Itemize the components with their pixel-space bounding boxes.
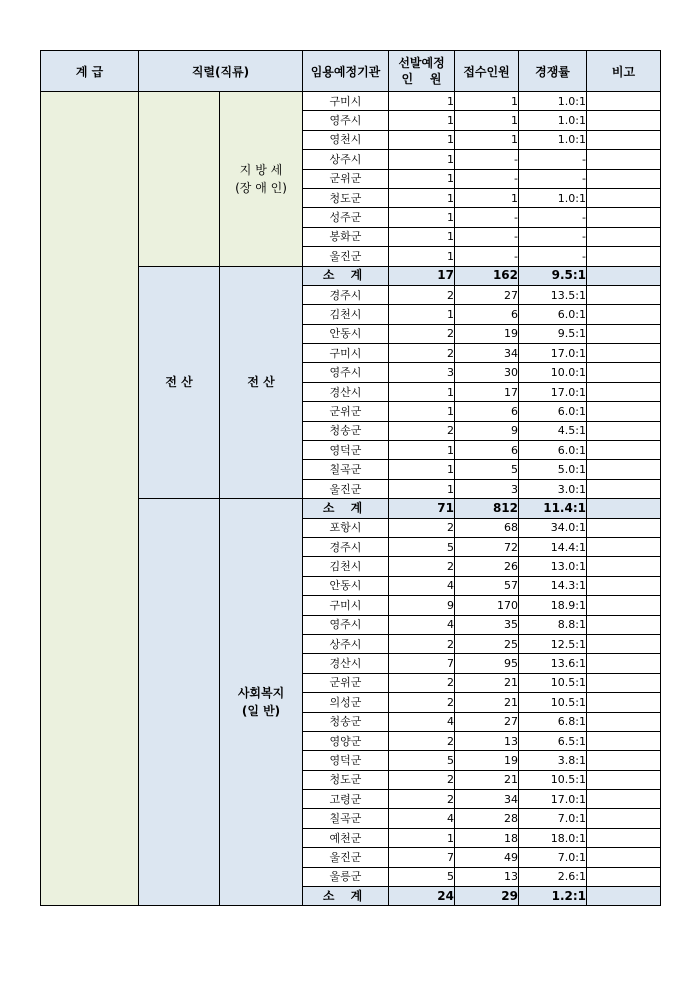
agency-cell: 소 계: [303, 499, 389, 518]
note-cell: [587, 693, 661, 712]
ratio-cell: -: [519, 169, 587, 188]
note-cell: [587, 227, 661, 246]
planned-cell: 2: [389, 344, 455, 363]
planned-cell: 1: [389, 111, 455, 130]
note-cell: [587, 770, 661, 789]
ratio-cell: 4.5:1: [519, 421, 587, 440]
ratio-cell: 13.6:1: [519, 654, 587, 673]
ratio-cell: 34.0:1: [519, 518, 587, 537]
note-cell: [587, 887, 661, 906]
agency-cell: 영양군: [303, 731, 389, 750]
note-cell: [587, 731, 661, 750]
note-cell: [587, 673, 661, 692]
ratio-cell: 14.4:1: [519, 537, 587, 556]
planned-cell: 5: [389, 867, 455, 886]
ratio-cell: 10.0:1: [519, 363, 587, 382]
applicants-cell: 170: [455, 596, 519, 615]
applicants-cell: 28: [455, 809, 519, 828]
note-cell: [587, 285, 661, 304]
applicants-cell: 18: [455, 828, 519, 847]
planned-cell: 2: [389, 673, 455, 692]
note-cell: [587, 809, 661, 828]
header-row: [41, 51, 661, 92]
class-cell-welfare: 사회복지 (일 반): [220, 499, 303, 906]
note-cell: [587, 344, 661, 363]
agency-cell: 영주시: [303, 111, 389, 130]
planned-cell: 2: [389, 285, 455, 304]
planned-cell: 4: [389, 712, 455, 731]
applicants-cell: 19: [455, 324, 519, 343]
agency-cell: 군위군: [303, 402, 389, 421]
planned-cell: 2: [389, 634, 455, 653]
agency-cell: 구미시: [303, 344, 389, 363]
note-cell: [587, 828, 661, 847]
agency-cell: 김천시: [303, 305, 389, 324]
note-cell: [587, 92, 661, 111]
note-cell: [587, 169, 661, 188]
agency-cell: 칠곡군: [303, 460, 389, 479]
agency-cell: 성주군: [303, 208, 389, 227]
note-cell: [587, 247, 661, 266]
header-note: 비고: [587, 51, 661, 92]
header-grade: 계 급: [41, 51, 139, 92]
ratio-cell: 12.5:1: [519, 634, 587, 653]
note-cell: [587, 402, 661, 421]
agency-cell: 영덕군: [303, 441, 389, 460]
applicants-cell: 21: [455, 693, 519, 712]
note-cell: [587, 848, 661, 867]
agency-cell: 경산시: [303, 382, 389, 401]
note-cell: [587, 712, 661, 731]
agency-cell: 김천시: [303, 557, 389, 576]
applicants-cell: 95: [455, 654, 519, 673]
ratio-cell: 6.8:1: [519, 712, 587, 731]
note-cell: [587, 150, 661, 169]
agency-cell: 영덕군: [303, 751, 389, 770]
applicants-cell: 19: [455, 751, 519, 770]
applicants-cell: 34: [455, 344, 519, 363]
applicants-cell: 35: [455, 615, 519, 634]
ratio-cell: 3.0:1: [519, 479, 587, 498]
note-cell: [587, 615, 661, 634]
header-planned-line2: 인 원: [401, 72, 442, 86]
note-cell: [587, 111, 661, 130]
applicants-cell: 34: [455, 790, 519, 809]
applicants-cell: 6: [455, 441, 519, 460]
ratio-cell: 7.0:1: [519, 809, 587, 828]
header-applicants: 접수인원: [455, 51, 519, 92]
agency-cell: 영천시: [303, 130, 389, 149]
applicants-cell: 21: [455, 673, 519, 692]
ratio-cell: 5.0:1: [519, 460, 587, 479]
agency-cell: 고령군: [303, 790, 389, 809]
series-cell-welfare: [139, 499, 220, 906]
applicants-cell: 13: [455, 731, 519, 750]
ratio-cell: -: [519, 208, 587, 227]
agency-cell: 안동시: [303, 324, 389, 343]
note-cell: [587, 654, 661, 673]
agency-cell: 울릉군: [303, 867, 389, 886]
ratio-cell: 6.0:1: [519, 441, 587, 460]
ratio-cell: 3.8:1: [519, 751, 587, 770]
ratio-cell: 17.0:1: [519, 344, 587, 363]
ratio-cell: 1.2:1: [519, 887, 587, 906]
applicants-cell: 1: [455, 130, 519, 149]
series-cell: [139, 92, 220, 267]
note-cell: [587, 460, 661, 479]
note-cell: [587, 557, 661, 576]
agency-cell: 영주시: [303, 615, 389, 634]
applicants-cell: 1: [455, 188, 519, 207]
ratio-cell: 10.5:1: [519, 770, 587, 789]
agency-cell: 봉화군: [303, 227, 389, 246]
ratio-cell: 17.0:1: [519, 790, 587, 809]
agency-cell: 포항시: [303, 518, 389, 537]
planned-cell: 2: [389, 518, 455, 537]
planned-cell: 5: [389, 751, 455, 770]
planned-cell: 17: [389, 266, 455, 285]
planned-cell: 1: [389, 828, 455, 847]
planned-cell: 2: [389, 557, 455, 576]
ratio-cell: 2.6:1: [519, 867, 587, 886]
note-cell: [587, 634, 661, 653]
planned-cell: 5: [389, 537, 455, 556]
ratio-cell: 1.0:1: [519, 188, 587, 207]
class-cell-local-tax: 지 방 세 (장 애 인): [220, 92, 303, 267]
agency-cell: 울진군: [303, 479, 389, 498]
note-cell: [587, 499, 661, 518]
applicants-cell: 49: [455, 848, 519, 867]
agency-cell: 상주시: [303, 634, 389, 653]
planned-cell: 24: [389, 887, 455, 906]
applicants-cell: 162: [455, 266, 519, 285]
note-cell: [587, 596, 661, 615]
header-position: 직렬(직류): [139, 51, 303, 92]
ratio-cell: 8.8:1: [519, 615, 587, 634]
ratio-cell: 1.0:1: [519, 111, 587, 130]
ratio-cell: 10.5:1: [519, 673, 587, 692]
ratio-cell: 10.5:1: [519, 693, 587, 712]
ratio-cell: 7.0:1: [519, 848, 587, 867]
applicants-cell: 1: [455, 92, 519, 111]
planned-cell: 3: [389, 363, 455, 382]
applicants-cell: -: [455, 247, 519, 266]
planned-cell: 1: [389, 208, 455, 227]
planned-cell: 2: [389, 731, 455, 750]
note-cell: [587, 867, 661, 886]
planned-cell: 71: [389, 499, 455, 518]
agency-cell: 경주시: [303, 285, 389, 304]
agency-cell: 안동시: [303, 576, 389, 595]
agency-cell: 예천군: [303, 828, 389, 847]
agency-cell: 청도군: [303, 188, 389, 207]
applicants-cell: 5: [455, 460, 519, 479]
planned-cell: 2: [389, 421, 455, 440]
note-cell: [587, 188, 661, 207]
planned-cell: 1: [389, 382, 455, 401]
applicants-cell: 27: [455, 712, 519, 731]
planned-cell: 1: [389, 441, 455, 460]
note-cell: [587, 518, 661, 537]
applicants-cell: -: [455, 208, 519, 227]
note-cell: [587, 382, 661, 401]
planned-cell: 7: [389, 654, 455, 673]
planned-cell: 1: [389, 247, 455, 266]
agency-cell: 군위군: [303, 169, 389, 188]
applicants-cell: 3: [455, 479, 519, 498]
agency-cell: 칠곡군: [303, 809, 389, 828]
planned-cell: 9: [389, 596, 455, 615]
note-cell: [587, 441, 661, 460]
table-body: [41, 92, 661, 906]
planned-cell: 1: [389, 92, 455, 111]
applicants-cell: 68: [455, 518, 519, 537]
applicants-cell: 30: [455, 363, 519, 382]
applicants-cell: 6: [455, 402, 519, 421]
applicants-cell: 1: [455, 111, 519, 130]
ratio-cell: 1.0:1: [519, 92, 587, 111]
planned-cell: 1: [389, 460, 455, 479]
ratio-cell: -: [519, 227, 587, 246]
planned-cell: 2: [389, 324, 455, 343]
applicants-cell: -: [455, 227, 519, 246]
header-planned: [389, 51, 455, 92]
planned-cell: 1: [389, 402, 455, 421]
ratio-cell: -: [519, 247, 587, 266]
agency-cell: 상주시: [303, 150, 389, 169]
applicants-cell: 27: [455, 285, 519, 304]
applicants-cell: -: [455, 169, 519, 188]
note-cell: [587, 751, 661, 770]
applicants-cell: 17: [455, 382, 519, 401]
ratio-cell: 6.0:1: [519, 402, 587, 421]
agency-cell: 소 계: [303, 887, 389, 906]
header-agency: 임용예정기관: [303, 51, 389, 92]
agency-cell: 울진군: [303, 848, 389, 867]
note-cell: [587, 208, 661, 227]
note-cell: [587, 576, 661, 595]
applicants-cell: 812: [455, 499, 519, 518]
ratio-cell: 14.3:1: [519, 576, 587, 595]
planned-cell: 4: [389, 576, 455, 595]
agency-cell: 청도군: [303, 770, 389, 789]
ratio-cell: 9.5:1: [519, 266, 587, 285]
applicants-cell: -: [455, 150, 519, 169]
applicants-cell: 21: [455, 770, 519, 789]
applicants-cell: 25: [455, 634, 519, 653]
note-cell: [587, 363, 661, 382]
ratio-cell: 13.5:1: [519, 285, 587, 304]
planned-cell: 2: [389, 790, 455, 809]
planned-cell: 1: [389, 227, 455, 246]
ratio-cell: 6.5:1: [519, 731, 587, 750]
applicants-cell: 6: [455, 305, 519, 324]
planned-cell: 1: [389, 188, 455, 207]
class-cell-it: 전 산: [220, 266, 303, 499]
series-cell-it: 전 산: [139, 266, 220, 499]
note-cell: [587, 305, 661, 324]
note-cell: [587, 479, 661, 498]
ratio-cell: 1.0:1: [519, 130, 587, 149]
agency-cell: 경산시: [303, 654, 389, 673]
agency-cell: 청송군: [303, 712, 389, 731]
note-cell: [587, 790, 661, 809]
agency-cell: 소 계: [303, 266, 389, 285]
planned-cell: 2: [389, 693, 455, 712]
table-row: [41, 92, 661, 111]
note-cell: [587, 130, 661, 149]
ratio-cell: 6.0:1: [519, 305, 587, 324]
agency-cell: 울진군: [303, 247, 389, 266]
planned-cell: 1: [389, 479, 455, 498]
agency-cell: 경주시: [303, 537, 389, 556]
applicants-cell: 29: [455, 887, 519, 906]
note-cell: [587, 266, 661, 285]
agency-cell: 영주시: [303, 363, 389, 382]
applicants-cell: 13: [455, 867, 519, 886]
note-cell: [587, 537, 661, 556]
note-cell: [587, 421, 661, 440]
planned-cell: 4: [389, 809, 455, 828]
ratio-cell: 9.5:1: [519, 324, 587, 343]
applicants-cell: 26: [455, 557, 519, 576]
planned-cell: 1: [389, 305, 455, 324]
grade-cell: [41, 92, 139, 906]
planned-cell: 1: [389, 130, 455, 149]
agency-cell: 청송군: [303, 421, 389, 440]
competition-rate-table: [40, 50, 661, 906]
ratio-cell: -: [519, 150, 587, 169]
agency-cell: 의성군: [303, 693, 389, 712]
planned-cell: 1: [389, 150, 455, 169]
ratio-cell: 18.0:1: [519, 828, 587, 847]
ratio-cell: 18.9:1: [519, 596, 587, 615]
planned-cell: 7: [389, 848, 455, 867]
header-planned-line1: 선발예정: [398, 56, 445, 70]
applicants-cell: 72: [455, 537, 519, 556]
planned-cell: 4: [389, 615, 455, 634]
ratio-cell: 11.4:1: [519, 499, 587, 518]
agency-cell: 군위군: [303, 673, 389, 692]
header-ratio: 경쟁률: [519, 51, 587, 92]
applicants-cell: 57: [455, 576, 519, 595]
planned-cell: 1: [389, 169, 455, 188]
ratio-cell: 13.0:1: [519, 557, 587, 576]
agency-cell: 구미시: [303, 92, 389, 111]
note-cell: [587, 324, 661, 343]
ratio-cell: 17.0:1: [519, 382, 587, 401]
planned-cell: 2: [389, 770, 455, 789]
applicants-cell: 9: [455, 421, 519, 440]
agency-cell: 구미시: [303, 596, 389, 615]
